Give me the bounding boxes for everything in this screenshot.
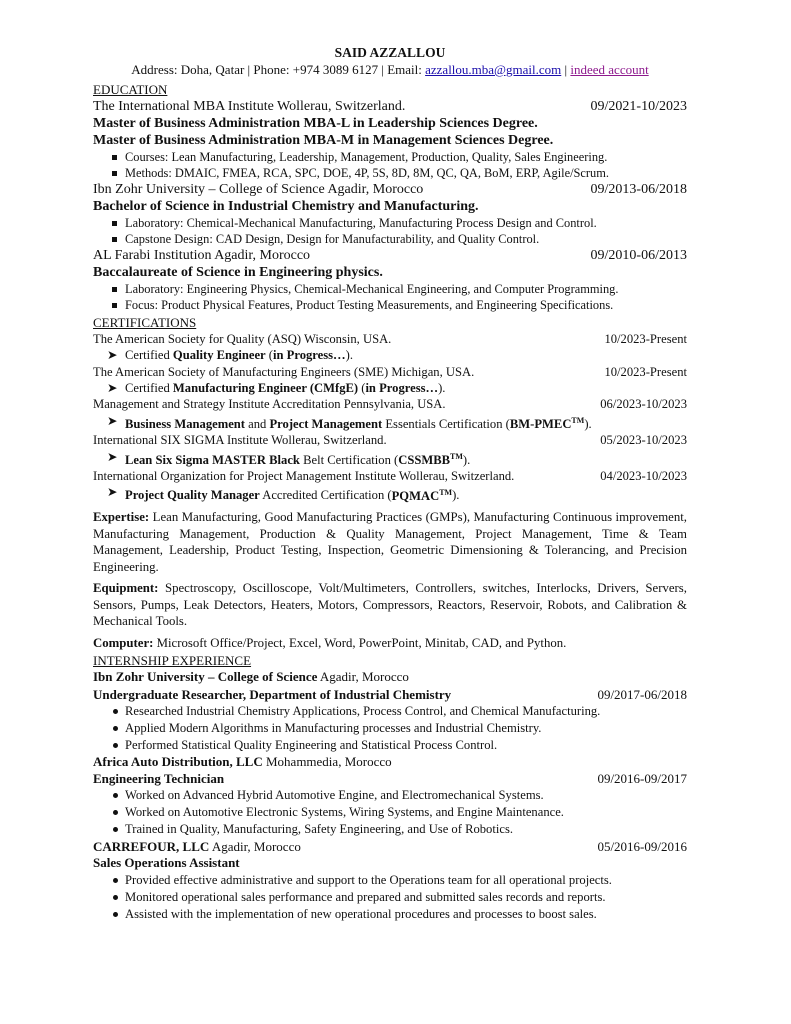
list-item: Courses: Lean Manufacturing, Leadership, Management, Production, Quality, Sales Engineering. [93,149,687,165]
list-item: Monitored operational sales performance and prepared and submitted sales records and reports. [93,889,687,906]
certifications-heading: CERTIFICATIONS [93,315,197,330]
degree-title: Bachelor of Science in Industrial Chemistry and Manufacturing. [93,199,479,214]
cert-org-row [93,468,687,484]
list-item: Methods: DMAIC, FMEA, RCA, SPC, DOE, 4P, 5S, 8D, 8M, QC, QA, BoM, ERP, Agile/Scrum. [93,165,687,181]
job-role: Engineering Technician [93,771,225,787]
list-item: Trained in Quality, Manufacturing, Safety Engineering, and Use of Robotics. [93,821,687,838]
equipment-label: Equipment: [93,581,159,596]
job-organization: Africa Auto Distribution, LLC Mohammedia, Morocco [93,753,392,769]
list-item: Applied Modern Algorithms in Manufacturing processes and Industrial Chemistry. [93,720,687,737]
cert-item: ➤ Certified Manufacturing Engineer (CMfgE) (in Progress…). [107,380,446,395]
job-duties [93,872,687,923]
cert-item: ➤ Project Quality Manager Accredited Certification (PQMAC™). [107,485,460,503]
computer-label: Computer: [93,635,154,650]
list-item: Capstone Design: CAD Design, Design for Manufacturability, and Quality Control. [93,231,687,247]
list-item: Researched Industrial Chemistry Applications, Process Control, and Chemical Manufacturing. [93,703,687,720]
expertise-label: Expertise: [93,510,150,525]
cert-org-row [93,396,687,412]
degree-title: Master of Business Administration MBA-L in Leadership Sciences Degree. [93,116,538,131]
email-link[interactable]: azzallou.mba@gmail.com [425,62,562,77]
resume-page [93,44,687,923]
date-range: 10/2023-Present [604,364,687,379]
job-organization-row: CARREFOUR, LLC Agadir, Morocco 05/2016-09/2016 [93,839,687,855]
expertise-paragraph: Expertise: Lean Manufacturing, Good Manufacturing Practices (GMPs), Manufacturing Continuous improvement, Manufacturing Management, Production & Quality Management, Project Management, Time & Team Management, Leadership, Product Testing, Inspection, Geometric Dimensioning & Tolerancing, and Precision Engineering. [93,510,687,574]
list-item: Performed Statistical Quality Engineering and Statistical Process Control. [93,737,687,754]
course-list [93,281,687,313]
job-organization: CARREFOUR, LLC [93,839,210,855]
list-item: Laboratory: Engineering Physics, Chemical-Mechanical Engineering, and Computer Programming. [93,281,687,297]
cert-item: ➤ Business Management and Project Management Essentials Certification (BM-PMEC™). [107,413,592,431]
arrow-bullet-icon: ➤ [107,380,118,395]
date-range: 09/2013-06/2018 [590,182,687,197]
equipment-paragraph: Equipment: Spectroscopy, Oscilloscope, Volt/Multimeters, Controllers, switches, Interlocks, Drivers, Servers, Sensors, Pumps, Leak Detectors, Heaters, Motors, Compressors, Reactors, Reservoir, Robots, and Calibration & Mechanical Tools. [93,581,687,629]
cert-org: International SIX SIGMA Institute Wollerau, Switzerland. [93,433,387,448]
date-range: 06/2023-10/2023 [600,397,687,412]
course-list [93,149,687,181]
address-text: Address: Doha, Qatar | Phone: +974 3089 6127 | Email: [131,62,426,77]
course-list [93,215,687,247]
list-item: Worked on Advanced Hybrid Automotive Engine, and Electromechanical Systems. [93,787,687,804]
separator: | [561,62,571,77]
date-range: 09/2021-10/2023 [590,99,687,114]
date-range: 04/2023-10/2023 [600,469,687,484]
cert-org: Management and Strategy Institute Accreditation Pennsylvania, USA. [93,397,446,412]
list-item: Provided effective administrative and support to the Operations team for all operational projects. [93,872,687,889]
date-range: 05/2016-09/2016 [597,839,687,855]
date-range: 10/2023-Present [604,332,687,346]
date-range: 09/2010-06/2013 [590,248,687,263]
date-range: 09/2017-06/2018 [597,686,687,702]
arrow-bullet-icon: ➤ [107,413,118,428]
cert-org: The American Society of Manufacturing Engineers (SME) Michigan, USA. [93,364,475,379]
job-role: Undergraduate Researcher, Department of Industrial Chemistry [93,686,452,702]
school-name: Ibn Zohr University – College of Science Agadir, Morocco [93,182,424,197]
indeed-link[interactable]: indeed account [570,62,649,77]
list-item: Assisted with the implementation of new operational procedures and processes to boost sales. [93,906,687,923]
job-role-row [93,770,687,787]
cert-org-row [93,331,687,347]
arrow-bullet-icon: ➤ [107,485,118,500]
arrow-bullet-icon: ➤ [107,449,118,464]
school-name: The International MBA Institute Wollerau, Switzerland. [93,99,406,114]
education-entry-header [93,98,687,115]
contact-line [93,61,687,80]
internship-heading: INTERNSHIP EXPERIENCE [93,653,252,669]
list-item: Laboratory: Chemical-Mechanical Manufacturing, Manufacturing Process Design and Control. [93,215,687,231]
degree-title: Master of Business Administration MBA-M in Management Sciences Degree. [93,133,554,148]
job-role-row [93,686,687,703]
cert-item: ➤ Certified Quality Engineer (in Progress…). [107,348,353,363]
cert-item: ➤ Lean Six Sigma MASTER Black Belt Certification (CSSMBB™). [107,449,471,467]
list-item: Focus: Product Physical Features, Product Testing Measurements, and Engineering Specifications. [93,297,687,313]
job-duties [93,787,687,838]
education-entry-header [93,247,687,264]
list-item: Worked on Automotive Electronic Systems, Wiring Systems, and Engine Maintenance. [93,804,687,821]
job-organization: Ibn Zohr University – College of Science Agadir, Morocco [93,669,409,685]
education-entry-header [93,181,687,198]
arrow-bullet-icon: ➤ [107,348,118,363]
job-role: Sales Operations Assistant [93,855,240,871]
cert-org-row [93,432,687,448]
cert-org-row [93,364,687,380]
school-name: AL Farabi Institution Agadir, Morocco [93,248,311,263]
candidate-name: SAID AZZALLOU [334,45,446,60]
date-range: 09/2016-09/2017 [597,771,687,787]
computer-paragraph: Computer: Microsoft Office/Project, Excel, Word, PowerPoint, Minitab, CAD, and Python. [93,635,567,650]
education-heading: EDUCATION [93,82,168,97]
degree-title: Baccalaureate of Science in Engineering physics. [93,265,383,280]
cert-org: International Organization for Project Management Institute Wollerau, Switzerland. [93,469,515,484]
cert-org: The American Society for Quality (ASQ) Wisconsin, USA. [93,332,392,346]
job-duties [93,703,687,754]
date-range: 05/2023-10/2023 [600,433,687,448]
